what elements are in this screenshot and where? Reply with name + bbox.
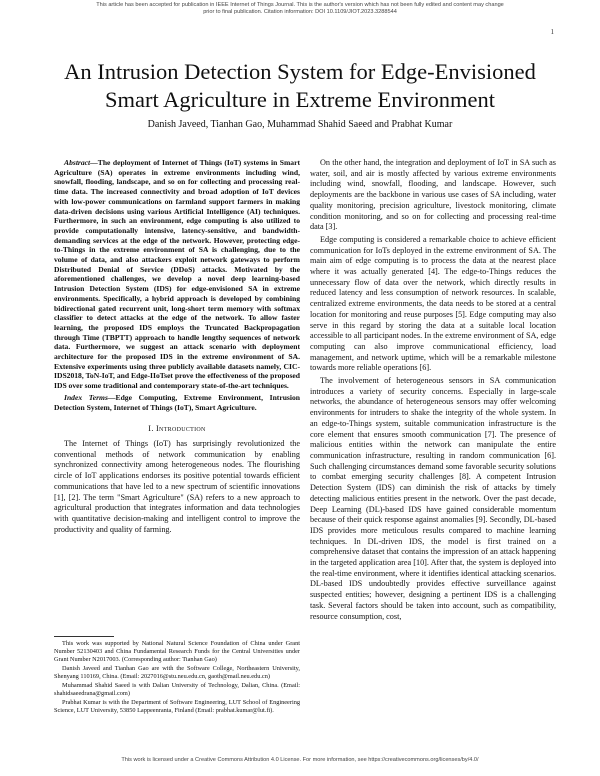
right-paragraph-2: Edge computing is considered a remarkable choice to achieve efficient communication for IoTs deployed in the extreme environment of SA. The main aim of edge computing is to process the data at the nearest place where it was actually generated [4]. The edge-to-Things reduces the unnecessary flow of data over the network, which directly results in reduced latency and less consumption of network resources. In scalable, centralized extreme environments, the data needs to be stored at a central location for monitoring and reuse purposes [5]. Edge computing may also serve in this regard by storing the data at a suitable local location accessible to all participant nodes. In the extreme environment of SA, edge computing can also improve communicational efficiency, load management, and network uptime, which will be a remarkable milestone towards more reliable operations [6]. [310, 234, 556, 373]
page-number: 1 [550, 28, 554, 36]
section-heading-introduction [54, 424, 300, 435]
publication-notice: This article has been accepted for publication in IEEE Internet of Things Journal. This is the author's version which has not been fully edited and content may change prior to final publication. Citation information: DOI 10.1109/JIOT.2023.3288544 [96, 2, 504, 16]
index-terms [54, 393, 300, 412]
right-paragraph-1: On the other hand, the integration and deployment of IoT in SA such as water, soil, and air is mostly affected by various extreme environments including wind, snowfall, flooding, and landscape. However, such deployments are the backbone in various use cases of SA including, water quality monitoring, precision agriculture, livestock monitoring, climate condition monitoring, and so on for collecting and processing real-time data [3]. [310, 158, 556, 232]
abstract [54, 158, 300, 391]
intro-paragraph: The Internet of Things (IoT) has surprisingly revolutionized the conventional methods of network communication by enabling synchronized connectivity among heterogeneous nodes. The flourishing circle of IoT applications endorses its positive potential towards efficient communications that have led to a new spectrum of scientific innovations [1], [2]. The term "Smart Agriculture" (SA) refers to a new approach to agricultural production that integrates information and data technologies with quantitative decision-making and intelligent control to improve the productivity and quality of farming. [54, 438, 300, 534]
section-title: Introduction [156, 424, 206, 434]
right-paragraph-3: The involvement of heterogeneous sensors in SA communication introduces a variety of security concerns. Especially in large-scale networks, the abundance of heterogeneous sensors may offer welcoming environments for intruders to shake the integrity of the whole system. In an edge-to-Things system, suitable communication infrastructure is the core element that ensures smooth communication [7]. The presence of malicious entities within the network can manipulate the entire communication infrastructure, resulting in random communication [6]. Such challenging circumstances demand some favorable security solutions to combat emerging security challenges [8]. A competent Intrusion Detection System (IDS) can diminish the risk of attacks by timely detecting malicious entities present in the network. Over the past decade, Deep Learning (DL)-based IDS have gained considerable momentum because of their quick response against anomalies [9]. Secondly, DL-based IDS provides more meticulous results compared to machine learning techniques. In DL-driven IDS, the model is first trained on a comprehensive dataset that contains the impression of an attack happening in the targeted application area [10]. After that, the system is deployed into the real-time environment, where it identifies identical attacking scenarios. DL-based IDS undoubtedly provides effective surveillance against suspected entities; however, designing a pertinent IDS is a challenging task. Several factors should be taken into account, such as compatibility, resource consumption, cost, [310, 376, 556, 621]
footnotes [54, 640, 300, 716]
right-column [310, 158, 556, 624]
paper-title [20, 58, 580, 114]
footnote-funding: This work was supported by National Natural Science Foundation of China under Grant Number 52130403 and China Fundamental Research Funds for the Central Universities under Grant Number N2017003. (Corresponding author: Tianhan Gao) [54, 640, 300, 663]
index-terms-text: —Edge Computing, Extreme Environment, Intrusion Detection System, Internet of Things (IoT), Smart Agriculture. [54, 392, 301, 412]
left-column [54, 158, 300, 537]
author-list: Danish Javeed, Tianhan Gao, Muhammad Shahid Saeed and Prabhat Kumar [147, 119, 453, 130]
abstract-lead: Abstract [64, 158, 91, 167]
footnote-affiliation-3: Prabhat Kumar is with the Department of Software Engineering, LUT School of Engineering Science, LUT University, 53850 Lappeenranta, Finland (Email: prabhat.kumar@lut.fi). [54, 699, 300, 714]
paper-title-line-1: An Intrusion Detection System for Edge-Envisioned [64, 59, 536, 84]
footnote-affiliation-2: Muhammad Shahid Saeed is with Dalian University of Technology, Dalian, China. (Email: shahidsaeedrana@gmail.com) [54, 682, 300, 697]
footnote-divider [54, 636, 114, 637]
section-numeral: I. [148, 424, 154, 434]
footnote-affiliation-1: Danish Javeed and Tianhan Gao are with the Software College, Northeastern University, Shenyang 110169, China. (Email: 2027016@stu.neu.edu.cn, gaoth@mail.neu.edu.cn) [54, 665, 300, 680]
paper-title-line-2: Smart Agriculture in Extreme Environment [105, 87, 495, 112]
index-terms-lead: Index Terms [64, 392, 108, 402]
license-footer: This work is licensed under a Creative Commons Attribution 4.0 License. For more information, see https://creativecommons.org/licenses/by/4.0/ [121, 757, 479, 763]
abstract-text: —The deployment of Internet of Things (IoT) systems in Smart Agriculture (SA) operates in extreme environments including wind, snowfall, flooding, landscape, and so on for collecting and processing real-time data. The increased connectivity and broad adoption of IoT devices with low-power communications on farmland support farmers in making data-driven decisions using various Artificial Intelligence (AI) techniques. Furthermore, in such an environment, edge computing is also utilized to provide computationally intensive, latency-sensitive, and bandwidth-demanding services at the edge of the network. However, protecting edge-to-Things in the extreme environment of SA is challenging, due to the volume of data, and also attackers exploit network gateways to perform Distributed Denial of Service (DDoS) attacks. Motivated by the aforementioned challenges, we develop a novel deep learning-based Intrusion Detection System (IDS) for edge-envisioned SA in extreme environments. Specifically, a hybrid approach is developed by combining bidirectional gated recurrent unit, long-short term memory with softmax classifier to detect attacks at the edge of the network. To allow faster learning, the proposed IDS employs the Truncated Backpropagation through Time (TBPTT) approach to handle lengthy sequences of network data. Furthermore, we suggest an attack scenario with deployment architecture for the proposed IDS in the extreme environment of SA. Extensive experiments using three publicly available datasets namely, CIC-IDS2018, ToN-IoT, and Edge-IIoTset prove the effectiveness of the proposed IDS over some traditional and contemporary state-of-the-art techniques. [54, 158, 300, 391]
